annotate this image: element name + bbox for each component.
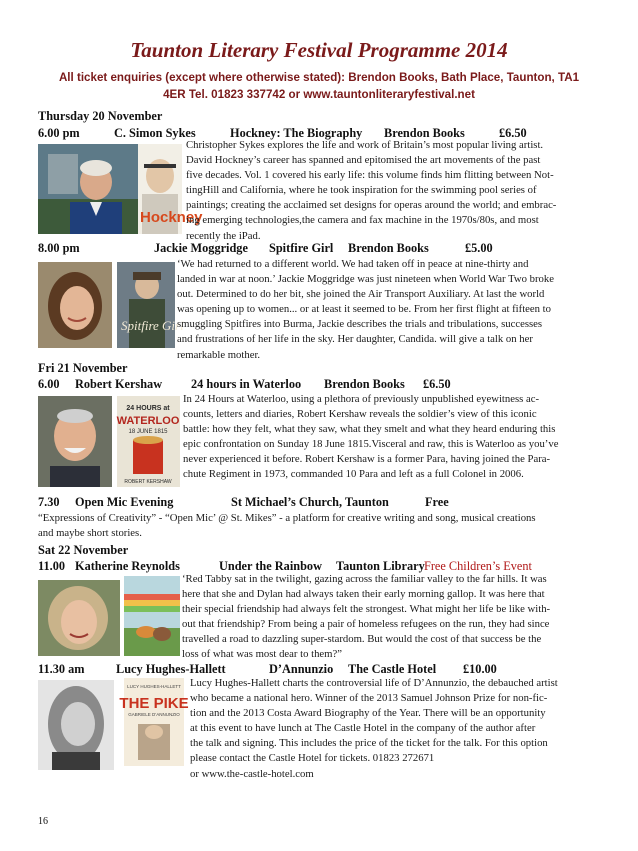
page-title: Taunton Literary Festival Programme 2014 <box>130 38 508 62</box>
free-children-event-tag: Free Children’s Event <box>424 559 532 573</box>
book-cover <box>117 262 184 348</box>
book-subtitle-text: GABRIELE D’ANNUNZIO <box>128 712 180 717</box>
day-heading: Sat 22 November <box>38 543 129 557</box>
book-title-text: Hockney <box>140 209 203 226</box>
event-header <box>38 126 527 141</box>
event-description: In 24 Hours at Waterloo, using a plethora of previously unpublished eyewitness ac- counts, letters and diaries, Robert Kershaw reveals the soldier’s view of this iconic battle: how they felt, what they saw, what they smelt and what they heard enduring this epic confrontation on Sunday 18 June 1815.Visceral and raw, this is Waterloo as you’ve never experienced it before. Robert Kershaw is a former Para, having joined the Para- chute Regiment in 1973, commanded 10 Para and left as a full Colonel in 2006. <box>183 393 559 481</box>
event-description: ‘We had returned to a different world. We had taken off in peace at nine-thirty and landed in war at noon.’ Jackie Moggridge was just nineteen when World War Two broke out. Determined to do her bit, she joined the Air Transport Auxiliary. At last the world was opening up to women... or at least it seemed to be. From her first flight at fifteen to smuggling Spitfires into Burma, Jackie describes the trials and tribulations, successes and frustrations of her life in the sky. Her daughter, Candida. will give a talk on her remarkable mother. <box>177 258 554 361</box>
book-line3: 18 JUNE 1815 <box>128 429 168 435</box>
event-venue: Brendon Books <box>324 377 405 391</box>
event-time: 8.00 pm <box>38 241 80 255</box>
day-heading: Fri 21 November <box>38 361 128 375</box>
event-title: Open Mic Evening <box>75 495 174 509</box>
event-venue: Brendon Books <box>348 241 429 255</box>
event-header <box>38 662 497 677</box>
event-header <box>38 241 493 256</box>
book-line2: WATERLOO <box>116 415 180 427</box>
day-heading: Thursday 20 November <box>38 109 163 123</box>
ticket-enquiry-note: All ticket enquiries (except where otherwise stated): Brendon Books, Bath Place, Taunton, TA1 4ER Tel. 01823 337742 or www.tauntonliteraryfestival.net <box>58 71 580 101</box>
book-author-text: LUCY HUGHES-HALLETT <box>127 684 181 689</box>
event-author: Jackie Moggridge <box>154 241 248 255</box>
author-photo <box>38 144 138 234</box>
author-photo <box>38 680 114 770</box>
event-time: 7.30 <box>38 495 60 509</box>
event-header <box>38 559 532 574</box>
book-cover <box>124 576 180 656</box>
event-header <box>38 377 451 392</box>
event-price: £5.00 <box>465 241 493 255</box>
event-title: Spitfire Girl <box>269 241 334 255</box>
book-title-text: Spitfire Girl <box>121 318 184 333</box>
event-price: £6.50 <box>499 126 527 140</box>
event-time: 6.00 <box>38 377 60 391</box>
event-title: 24 hours in Waterloo <box>191 377 302 391</box>
event-author: C. Simon Sykes <box>114 126 196 140</box>
page-number: 16 <box>38 816 48 827</box>
event-author: Lucy Hughes-Hallett <box>116 662 226 676</box>
book-title-text: THE PIKE <box>119 695 189 712</box>
event-description: “Expressions of Creativity” - “Open Mic’ @ St. Mikes” - a platform for creative writing and song, musical creations and maybe short stories. <box>38 512 536 540</box>
event-author: Robert Kershaw <box>75 377 163 391</box>
event-venue: Brendon Books <box>384 126 465 140</box>
author-photo <box>38 396 112 487</box>
event-price: Free <box>425 495 449 509</box>
event-venue: The Castle Hotel <box>348 662 437 676</box>
event-title: Under the Rainbow <box>219 559 322 573</box>
book-author-text: ROBERT KERSHAW <box>124 479 172 485</box>
author-photo <box>38 262 112 348</box>
event-time: 6.00 pm <box>38 126 80 140</box>
author-photo <box>38 580 120 656</box>
book-line1: 24 HOURS at <box>126 405 170 412</box>
event-author: Katherine Reynolds <box>75 559 180 573</box>
event-time: 11.30 am <box>38 662 85 676</box>
event-description: Lucy Hughes-Hallett charts the controversial life of D’Annunzio, the debauched artist who became a national hero. Winner of the 2013 Samuel Johnson Prize for non-fic- tion and the 2013 Costa Award Biography of the Year. There will be an opportunity at this event to have lunch at The Castle Hotel in the company of the author after the talk and signing. This includes the price of the ticket for the talk. For this option please contact the Castle Hotel for tickets. 01823 272671 or www.the-castle-hotel.com <box>190 677 558 780</box>
event-title: D’Annunzio <box>269 662 334 676</box>
book-cover <box>119 678 189 766</box>
event-title: Hockney: The Biography <box>230 126 363 140</box>
book-cover <box>138 144 203 234</box>
event-header <box>38 495 449 510</box>
event-venue: Taunton Library <box>336 559 425 573</box>
event-price: £10.00 <box>463 662 497 676</box>
event-price: £6.50 <box>423 377 451 391</box>
event-description: Christopher Sykes explores the life and work of Britain’s most popular living artist. David Hockney’s career has spanned and epitomised the art movements of the past five decades. Vol. 1 covered his early life: this volume finds him flitting between Not- tingHill and California, where he took inspiration for the swimming pool series of paintings; creating the acclaimed set designs for operas around the world; and embrac- ing emerging technologies,the camera and fax machine in the 1970s/80s, and most recently the iPad. <box>186 139 557 242</box>
book-cover <box>117 396 180 487</box>
event-time: 11.00 <box>38 559 65 573</box>
event-description: ‘Red Tabby sat in the twilight, gazing across the familiar valley to the far hills. It was here that she and Dylan had always taken their early morning gallop. It was here that their special friendship had always felt the strongest. What might her life be like with- out that friendship? From being a pair of homeless refugees on the run, they had since travelled a road to dazzling super-stardom. But would the cost of that success be the loss of what was most dear to them?” <box>182 573 551 661</box>
event-venue: St Michael’s Church, Taunton <box>231 495 389 509</box>
